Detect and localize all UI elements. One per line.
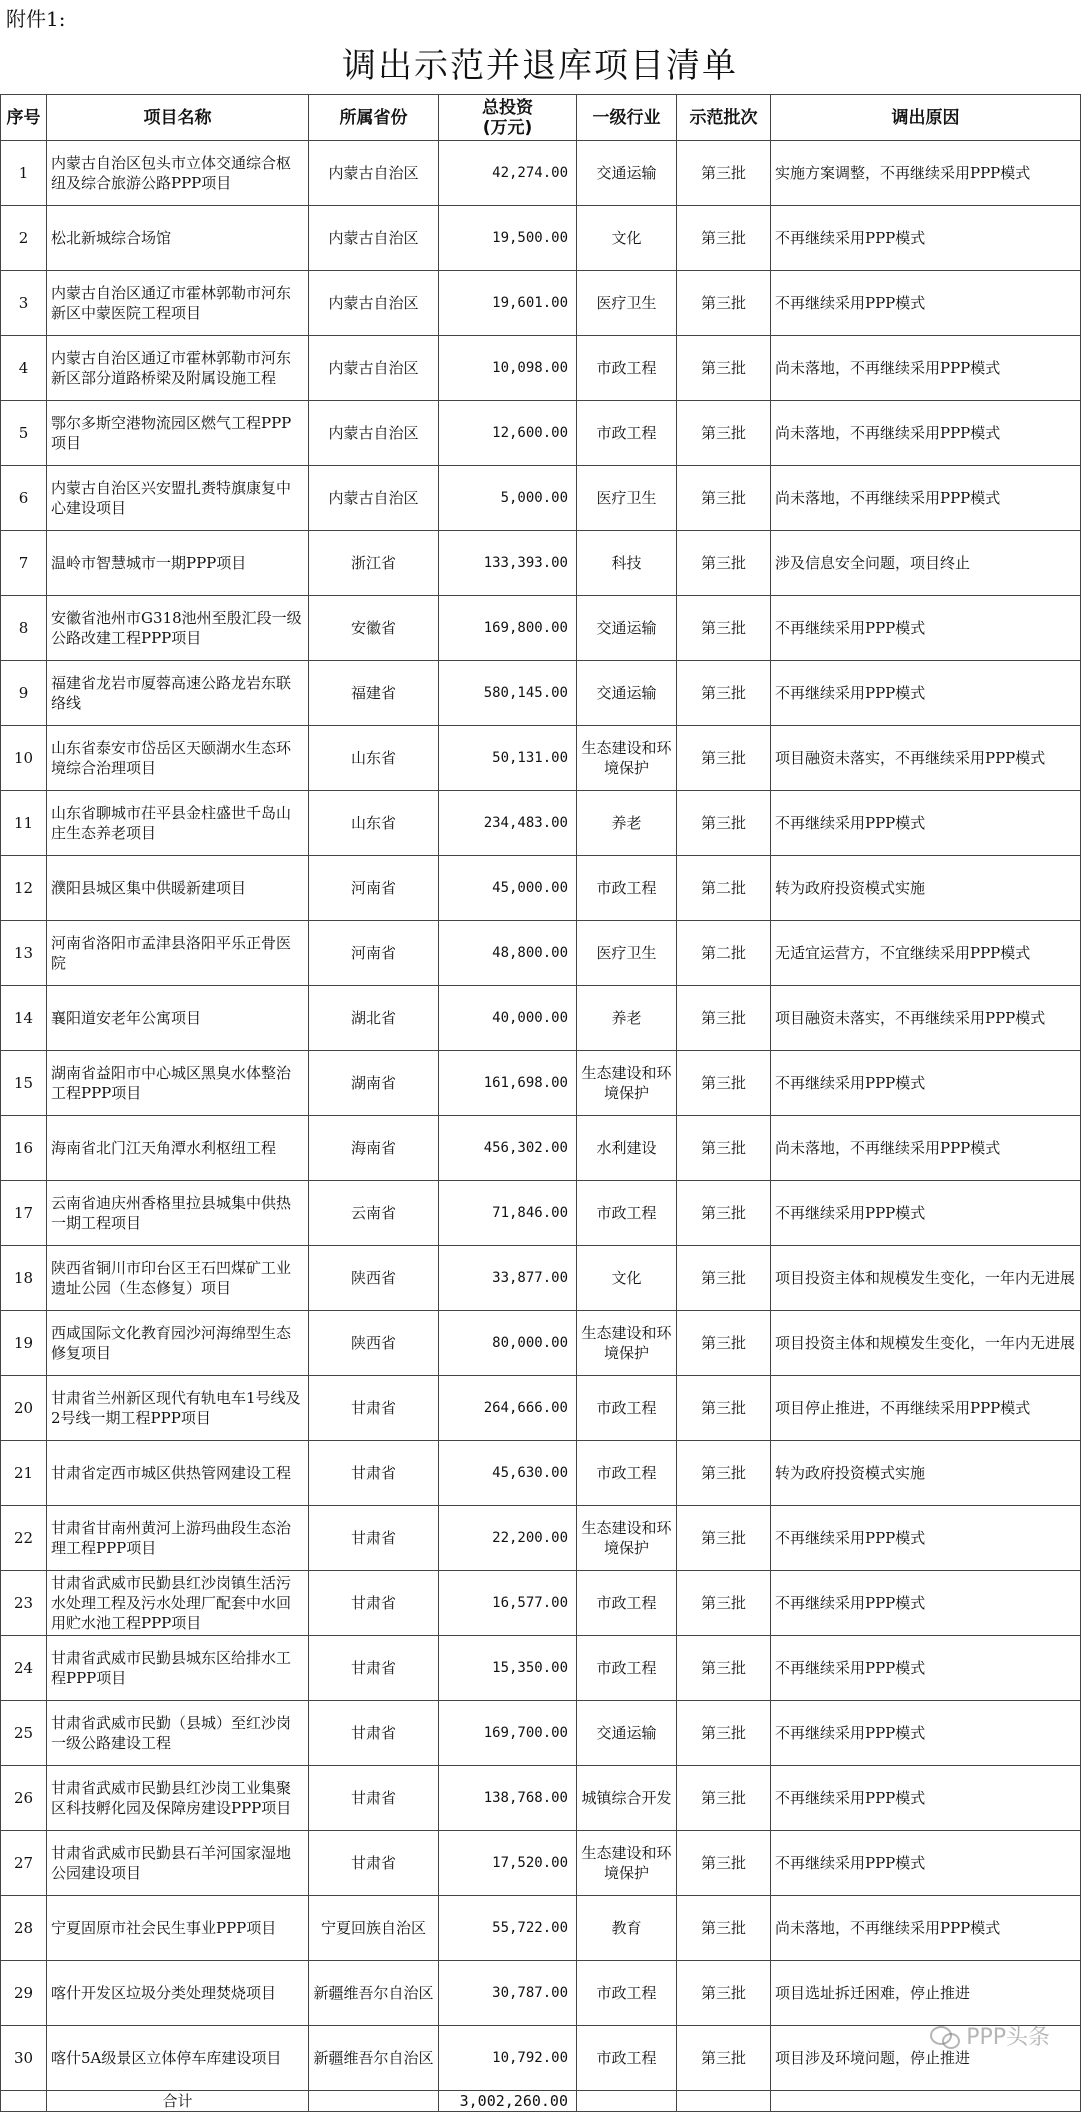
total-province-cell — [309, 2091, 439, 2112]
row-province: 福建省 — [309, 661, 439, 726]
row-project-name: 甘肃省武威市民勤县红沙岗镇生活污水处理工程及污水处理厂配套中水回用贮水池工程PPP项目 — [47, 1571, 309, 1636]
header-name: 项目名称 — [47, 95, 309, 141]
row-investment: 12,600.00 — [439, 401, 577, 466]
table-row — [1, 1376, 1081, 1441]
row-industry: 医疗卫生 — [577, 271, 677, 336]
row-batch: 第三批 — [677, 1181, 771, 1246]
table-row — [1, 1896, 1081, 1961]
table-row — [1, 1181, 1081, 1246]
row-province: 湖南省 — [309, 1051, 439, 1116]
header-seq: 序号 — [1, 95, 47, 141]
row-batch: 第二批 — [677, 921, 771, 986]
row-seq: 25 — [1, 1701, 47, 1766]
row-province: 新疆维吾尔自治区 — [309, 2026, 439, 2091]
row-province: 海南省 — [309, 1116, 439, 1181]
row-province: 内蒙古自治区 — [309, 206, 439, 271]
row-province: 甘肃省 — [309, 1506, 439, 1571]
row-seq: 26 — [1, 1766, 47, 1831]
row-industry: 市政工程 — [577, 336, 677, 401]
row-seq: 24 — [1, 1636, 47, 1701]
row-investment: 580,145.00 — [439, 661, 577, 726]
row-seq: 12 — [1, 856, 47, 921]
table-row — [1, 1051, 1081, 1116]
row-batch: 第三批 — [677, 141, 771, 206]
row-seq: 22 — [1, 1506, 47, 1571]
row-province: 内蒙古自治区 — [309, 141, 439, 206]
row-reason: 项目融资未落实，不再继续采用PPP模式 — [771, 986, 1081, 1051]
row-batch: 第三批 — [677, 596, 771, 661]
row-province: 内蒙古自治区 — [309, 401, 439, 466]
row-project-name: 内蒙古自治区通辽市霍林郭勒市河东新区中蒙医院工程项目 — [47, 271, 309, 336]
row-batch: 第三批 — [677, 401, 771, 466]
row-project-name: 甘肃省武威市民勤（县城）至红沙岗一级公路建设工程 — [47, 1701, 309, 1766]
row-seq: 4 — [1, 336, 47, 401]
row-province: 新疆维吾尔自治区 — [309, 1961, 439, 2026]
row-reason: 不再继续采用PPP模式 — [771, 791, 1081, 856]
table-row — [1, 141, 1081, 206]
table-row — [1, 1571, 1081, 1636]
row-project-name: 湖南省益阳市中心城区黑臭水体整治工程PPP项目 — [47, 1051, 309, 1116]
row-project-name: 温岭市智慧城市一期PPP项目 — [47, 531, 309, 596]
total-reason-cell — [771, 2091, 1081, 2112]
row-batch: 第二批 — [677, 856, 771, 921]
row-province: 陕西省 — [309, 1246, 439, 1311]
row-investment: 48,800.00 — [439, 921, 577, 986]
row-batch: 第三批 — [677, 206, 771, 271]
row-seq: 3 — [1, 271, 47, 336]
row-reason: 尚未落地，不再继续采用PPP模式 — [771, 336, 1081, 401]
row-province: 甘肃省 — [309, 1571, 439, 1636]
row-investment: 50,131.00 — [439, 726, 577, 791]
row-investment: 161,698.00 — [439, 1051, 577, 1116]
row-province: 甘肃省 — [309, 1831, 439, 1896]
row-industry: 城镇综合开发 — [577, 1766, 677, 1831]
row-industry: 市政工程 — [577, 401, 677, 466]
row-investment: 10,098.00 — [439, 336, 577, 401]
row-batch: 第三批 — [677, 336, 771, 401]
row-reason: 项目涉及环境问题，停止推进 — [771, 2026, 1081, 2091]
row-investment: 16,577.00 — [439, 1571, 577, 1636]
row-province: 甘肃省 — [309, 1441, 439, 1506]
row-batch: 第三批 — [677, 1831, 771, 1896]
row-investment: 42,274.00 — [439, 141, 577, 206]
row-batch: 第三批 — [677, 791, 771, 856]
row-industry: 市政工程 — [577, 1961, 677, 2026]
row-project-name: 内蒙古自治区通辽市霍林郭勒市河东新区部分道路桥梁及附属设施工程 — [47, 336, 309, 401]
row-industry: 市政工程 — [577, 1181, 677, 1246]
row-seq: 30 — [1, 2026, 47, 2091]
row-province: 浙江省 — [309, 531, 439, 596]
row-investment: 17,520.00 — [439, 1831, 577, 1896]
row-batch: 第三批 — [677, 2026, 771, 2091]
row-province: 安徽省 — [309, 596, 439, 661]
table-row — [1, 336, 1081, 401]
row-industry: 生态建设和环境保护 — [577, 1831, 677, 1896]
row-project-name: 甘肃省甘南州黄河上游玛曲段生态治理工程PPP项目 — [47, 1506, 309, 1571]
row-industry: 文化 — [577, 1246, 677, 1311]
row-province: 甘肃省 — [309, 1376, 439, 1441]
row-project-name: 襄阳道安老年公寓项目 — [47, 986, 309, 1051]
row-project-name: 濮阳县城区集中供暖新建项目 — [47, 856, 309, 921]
row-reason: 不再继续采用PPP模式 — [771, 1636, 1081, 1701]
row-industry: 市政工程 — [577, 1441, 677, 1506]
row-batch: 第三批 — [677, 466, 771, 531]
row-province: 内蒙古自治区 — [309, 271, 439, 336]
row-seq: 9 — [1, 661, 47, 726]
row-seq: 17 — [1, 1181, 47, 1246]
row-reason: 不再继续采用PPP模式 — [771, 1506, 1081, 1571]
row-batch: 第三批 — [677, 1636, 771, 1701]
row-project-name: 山东省聊城市茌平县金柱盛世千岛山庄生态养老项目 — [47, 791, 309, 856]
row-project-name: 陕西省铜川市印台区王石凹煤矿工业遗址公园（生态修复）项目 — [47, 1246, 309, 1311]
row-province: 陕西省 — [309, 1311, 439, 1376]
row-investment: 234,483.00 — [439, 791, 577, 856]
row-seq: 21 — [1, 1441, 47, 1506]
row-reason: 尚未落地，不再继续采用PPP模式 — [771, 1116, 1081, 1181]
row-investment: 456,302.00 — [439, 1116, 577, 1181]
row-project-name: 福建省龙岩市厦蓉高速公路龙岩东联络线 — [47, 661, 309, 726]
row-industry: 生态建设和环境保护 — [577, 1311, 677, 1376]
row-reason: 转为政府投资模式实施 — [771, 1441, 1081, 1506]
row-batch: 第三批 — [677, 531, 771, 596]
row-province: 内蒙古自治区 — [309, 466, 439, 531]
row-batch: 第三批 — [677, 271, 771, 336]
row-batch: 第三批 — [677, 1246, 771, 1311]
table-row — [1, 856, 1081, 921]
row-reason: 项目选址拆迁困难，停止推进 — [771, 1961, 1081, 2026]
row-project-name: 内蒙古自治区包头市立体交通综合枢纽及综合旅游公路PPP项目 — [47, 141, 309, 206]
row-industry: 教育 — [577, 1896, 677, 1961]
total-seq-cell — [1, 2091, 47, 2112]
row-province: 宁夏回族自治区 — [309, 1896, 439, 1961]
row-batch: 第三批 — [677, 726, 771, 791]
row-project-name: 内蒙古自治区兴安盟扎赉特旗康复中心建设项目 — [47, 466, 309, 531]
watermark — [930, 2020, 1050, 2051]
table-row — [1, 1636, 1081, 1701]
row-reason: 项目投资主体和规模发生变化，一年内无进展 — [771, 1311, 1081, 1376]
table-row — [1, 466, 1081, 531]
row-project-name: 山东省泰安市岱岳区天颐湖水生态环境综合治理项目 — [47, 726, 309, 791]
row-investment: 71,846.00 — [439, 1181, 577, 1246]
row-reason: 不再继续采用PPP模式 — [771, 271, 1081, 336]
row-province: 甘肃省 — [309, 1766, 439, 1831]
table-row — [1, 1441, 1081, 1506]
row-industry: 市政工程 — [577, 1376, 677, 1441]
row-investment: 55,722.00 — [439, 1896, 577, 1961]
row-province: 河南省 — [309, 856, 439, 921]
row-project-name: 西咸国际文化教育园沙河海绵型生态修复项目 — [47, 1311, 309, 1376]
row-project-name: 甘肃省武威市民勤县石羊河国家湿地公园建设项目 — [47, 1831, 309, 1896]
table-row — [1, 1831, 1081, 1896]
row-seq: 7 — [1, 531, 47, 596]
row-batch: 第三批 — [677, 1441, 771, 1506]
row-reason: 转为政府投资模式实施 — [771, 856, 1081, 921]
row-investment: 40,000.00 — [439, 986, 577, 1051]
row-batch: 第三批 — [677, 1506, 771, 1571]
row-investment: 30,787.00 — [439, 1961, 577, 2026]
row-reason: 不再继续采用PPP模式 — [771, 1181, 1081, 1246]
row-project-name: 安徽省池州市G318池州至殷汇段一级公路改建工程PPP项目 — [47, 596, 309, 661]
row-project-name: 甘肃省兰州新区现代有轨电车1号线及2号线一期工程PPP项目 — [47, 1376, 309, 1441]
row-industry: 科技 — [577, 531, 677, 596]
table-row — [1, 531, 1081, 596]
row-project-name: 喀什开发区垃圾分类处理焚烧项目 — [47, 1961, 309, 2026]
row-reason: 不再继续采用PPP模式 — [771, 1831, 1081, 1896]
row-reason: 不再继续采用PPP模式 — [771, 1571, 1081, 1636]
row-industry: 交通运输 — [577, 1701, 677, 1766]
row-batch: 第三批 — [677, 1376, 771, 1441]
row-batch: 第三批 — [677, 1571, 771, 1636]
row-batch: 第三批 — [677, 1051, 771, 1116]
row-province: 河南省 — [309, 921, 439, 986]
table-row — [1, 1506, 1081, 1571]
row-seq: 29 — [1, 1961, 47, 2026]
row-reason: 无适宜运营方，不宜继续采用PPP模式 — [771, 921, 1081, 986]
total-batch-cell — [677, 2091, 771, 2112]
row-industry: 生态建设和环境保护 — [577, 726, 677, 791]
header-reason: 调出原因 — [771, 95, 1081, 141]
row-investment: 19,601.00 — [439, 271, 577, 336]
row-batch: 第三批 — [677, 1766, 771, 1831]
row-province: 甘肃省 — [309, 1701, 439, 1766]
row-project-name: 甘肃省武威市民勤县红沙岗工业集聚区科技孵化园及保障房建设PPP项目 — [47, 1766, 309, 1831]
row-project-name: 松北新城综合场馆 — [47, 206, 309, 271]
row-investment: 169,800.00 — [439, 596, 577, 661]
header-investment: 总投资 (万元) — [439, 95, 577, 141]
row-seq: 23 — [1, 1571, 47, 1636]
row-industry: 交通运输 — [577, 596, 677, 661]
row-investment: 10,792.00 — [439, 2026, 577, 2091]
row-industry: 市政工程 — [577, 856, 677, 921]
row-seq: 20 — [1, 1376, 47, 1441]
page-title: 调出示范并退库项目清单 — [342, 46, 738, 86]
row-seq: 15 — [1, 1051, 47, 1116]
row-batch: 第三批 — [677, 1701, 771, 1766]
table-row — [1, 661, 1081, 726]
table-row — [1, 986, 1081, 1051]
row-investment: 45,000.00 — [439, 856, 577, 921]
watermark-text: PPP头条 — [966, 2025, 1050, 2050]
header-batch: 示范批次 — [677, 95, 771, 141]
row-seq: 1 — [1, 141, 47, 206]
row-project-name: 鄂尔多斯空港物流园区燃气工程PPP项目 — [47, 401, 309, 466]
table-row — [1, 1246, 1081, 1311]
table-row — [1, 921, 1081, 986]
row-industry: 文化 — [577, 206, 677, 271]
project-table — [0, 94, 1081, 2112]
row-reason: 实施方案调整，不再继续采用PPP模式 — [771, 141, 1081, 206]
row-project-name: 河南省洛阳市孟津县洛阳平乐正骨医院 — [47, 921, 309, 986]
row-province: 云南省 — [309, 1181, 439, 1246]
row-investment: 169,700.00 — [439, 1701, 577, 1766]
row-seq: 28 — [1, 1896, 47, 1961]
row-province: 山东省 — [309, 726, 439, 791]
row-investment: 138,768.00 — [439, 1766, 577, 1831]
row-reason: 项目投资主体和规模发生变化，一年内无进展 — [771, 1246, 1081, 1311]
row-reason: 不再继续采用PPP模式 — [771, 1766, 1081, 1831]
row-industry: 医疗卫生 — [577, 466, 677, 531]
row-reason: 不再继续采用PPP模式 — [771, 1701, 1081, 1766]
row-reason: 尚未落地，不再继续采用PPP模式 — [771, 401, 1081, 466]
row-reason: 涉及信息安全问题，项目终止 — [771, 531, 1081, 596]
row-province: 内蒙古自治区 — [309, 336, 439, 401]
row-investment: 264,666.00 — [439, 1376, 577, 1441]
row-seq: 14 — [1, 986, 47, 1051]
row-project-name: 云南省迪庆州香格里拉县城集中供热一期工程项目 — [47, 1181, 309, 1246]
table-row — [1, 271, 1081, 336]
row-investment: 80,000.00 — [439, 1311, 577, 1376]
table-row — [1, 1701, 1081, 1766]
row-industry: 市政工程 — [577, 1636, 677, 1701]
row-project-name: 宁夏固原市社会民生事业PPP项目 — [47, 1896, 309, 1961]
total-row — [1, 2091, 1081, 2112]
row-batch: 第三批 — [677, 986, 771, 1051]
row-reason: 不再继续采用PPP模式 — [771, 661, 1081, 726]
row-industry: 养老 — [577, 986, 677, 1051]
row-seq: 13 — [1, 921, 47, 986]
row-investment: 22,200.00 — [439, 1506, 577, 1571]
row-investment: 45,630.00 — [439, 1441, 577, 1506]
header-industry: 一级行业 — [577, 95, 677, 141]
row-seq: 2 — [1, 206, 47, 271]
table-row — [1, 1766, 1081, 1831]
row-reason: 项目融资未落实，不再继续采用PPP模式 — [771, 726, 1081, 791]
row-batch: 第三批 — [677, 1311, 771, 1376]
total-industry-cell — [577, 2091, 677, 2112]
row-seq: 6 — [1, 466, 47, 531]
row-project-name: 甘肃省武威市民勤县城东区给排水工程PPP项目 — [47, 1636, 309, 1701]
row-investment: 33,877.00 — [439, 1246, 577, 1311]
row-industry: 水利建设 — [577, 1116, 677, 1181]
row-investment: 133,393.00 — [439, 531, 577, 596]
row-industry: 生态建设和环境保护 — [577, 1506, 677, 1571]
table-row — [1, 2026, 1081, 2091]
attachment-label: 附件1: — [6, 7, 66, 31]
table-row — [1, 206, 1081, 271]
table-row — [1, 401, 1081, 466]
row-seq: 16 — [1, 1116, 47, 1181]
row-reason: 不再继续采用PPP模式 — [771, 206, 1081, 271]
row-industry: 市政工程 — [577, 2026, 677, 2091]
row-seq: 27 — [1, 1831, 47, 1896]
row-industry: 交通运输 — [577, 661, 677, 726]
row-project-name: 喀什5A级景区立体停车库建设项目 — [47, 2026, 309, 2091]
row-industry: 养老 — [577, 791, 677, 856]
table-row — [1, 1961, 1081, 2026]
row-investment: 5,000.00 — [439, 466, 577, 531]
row-batch: 第三批 — [677, 1896, 771, 1961]
row-industry: 交通运输 — [577, 141, 677, 206]
wechat-icon — [930, 2024, 960, 2048]
row-project-name: 海南省北门江天角潭水利枢纽工程 — [47, 1116, 309, 1181]
row-province: 山东省 — [309, 791, 439, 856]
row-batch: 第三批 — [677, 661, 771, 726]
table-header-row — [1, 95, 1081, 141]
total-label: 合计 — [47, 2091, 309, 2112]
row-project-name: 甘肃省定西市城区供热管网建设工程 — [47, 1441, 309, 1506]
table-row — [1, 726, 1081, 791]
row-reason: 不再继续采用PPP模式 — [771, 596, 1081, 661]
row-province: 甘肃省 — [309, 1636, 439, 1701]
row-industry: 医疗卫生 — [577, 921, 677, 986]
table-row — [1, 1116, 1081, 1181]
row-seq: 11 — [1, 791, 47, 856]
row-industry: 市政工程 — [577, 1571, 677, 1636]
row-investment: 19,500.00 — [439, 206, 577, 271]
row-batch: 第三批 — [677, 1961, 771, 2026]
table-row — [1, 1311, 1081, 1376]
row-seq: 19 — [1, 1311, 47, 1376]
table-row — [1, 596, 1081, 661]
row-industry: 生态建设和环境保护 — [577, 1051, 677, 1116]
row-reason: 项目停止推进，不再继续采用PPP模式 — [771, 1376, 1081, 1441]
row-reason: 尚未落地，不再继续采用PPP模式 — [771, 1896, 1081, 1961]
row-seq: 10 — [1, 726, 47, 791]
table-row — [1, 791, 1081, 856]
row-reason: 尚未落地，不再继续采用PPP模式 — [771, 466, 1081, 531]
total-investment: 3,002,260.00 — [439, 2091, 577, 2112]
row-reason: 不再继续采用PPP模式 — [771, 1051, 1081, 1116]
row-batch: 第三批 — [677, 1116, 771, 1181]
row-province: 湖北省 — [309, 986, 439, 1051]
row-seq: 5 — [1, 401, 47, 466]
header-province: 所属省份 — [309, 95, 439, 141]
row-investment: 15,350.00 — [439, 1636, 577, 1701]
row-seq: 18 — [1, 1246, 47, 1311]
row-seq: 8 — [1, 596, 47, 661]
